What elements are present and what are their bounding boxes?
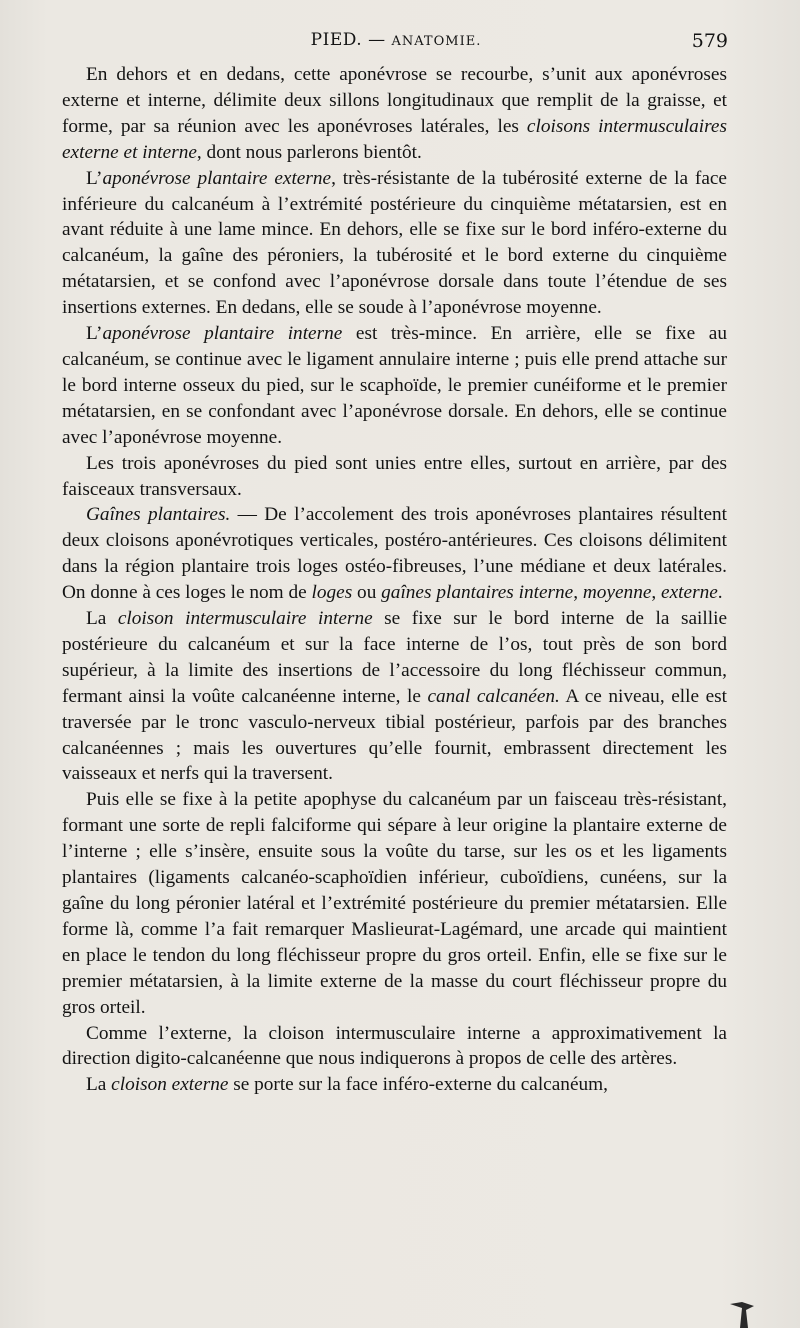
running-title — [62, 30, 730, 50]
italic-term: aponévrose plantaire interne — [102, 323, 343, 345]
paragraph — [62, 1072, 727, 1098]
text-run: L’ — [86, 167, 103, 189]
italic-term: cloison externe — [111, 1074, 229, 1096]
italic-term: loges — [311, 582, 353, 604]
text-run: — De l’accolement des trois aponévroses plantaires résultent deux cloisons aponévrotiques verticales, postéro-antérieures. Ces cloisons délimitent dans la région plantaire trois loges ostéo-fibreuses, l’une médiane et deux latérales. On donne à ces loges le nom de — [62, 504, 728, 604]
text-run: est très-mince. En arrière, elle se fixe au calcanéum, se continue avec le ligament annulaire interne ; puis elle prend attache sur le bord interne osseux du pied, sur le scaphoïde, le premier cunéiforme et le premier métatarsien, en se confondant avec l’aponévrose dorsale. En dehors, elle se continue avec l’aponévrose moyenne. — [62, 323, 727, 448]
italic-term: gaînes plantaires interne — [381, 582, 574, 604]
body-text — [62, 62, 727, 1098]
paragraph — [62, 62, 727, 166]
text-run: , très-résistante de la tubérosité externe de la face inférieure du calcanéum à l’extrémité postérieure du cinquième métatarsien, est en avant réduite à une lame mince. En dehors, elle se fixe sur le bord inféro-externe du calcanéum, la gaîne des péroniers, la tubérosité et le bord externe du cinquième métatarsien, et se confond avec l’aponévrose dorsale dans toute l’étendue de ses insertions externes. En dedans, elle se soude à l’aponévrose moyenne. — [62, 167, 727, 319]
running-header — [62, 30, 730, 58]
text-run: se fixe sur le bord interne de la saillie postérieure du calcanéum et sur la face interne de l’os, tout près de son bord supérieur, à la limite des insertions de l’accessoire du long fléchisseur commun, fermant ainsi la voûte calcanéenne interne, le — [62, 608, 727, 707]
paragraph — [62, 606, 727, 787]
text-run: Comme l’externe, la cloison intermusculaire interne a approximativement la direction digito-calcanéenne que nous indiquerons à propos de celle des artères. — [62, 1022, 727, 1070]
paragraph — [62, 451, 727, 503]
italic-term: Gaînes plantaires. — [86, 504, 231, 526]
text-run: Les trois aponévroses du pied sont unies entre elles, surtout en arrière, par des faisceaux transversaux. — [62, 452, 727, 500]
chapter-title: PIED. — [310, 30, 363, 50]
italic-term: canal calcanéen. — [427, 685, 560, 707]
scan-artifact-mark — [728, 1300, 758, 1328]
italic-term: moyenne — [582, 582, 652, 604]
text-run: A ce niveau, elle est traversée par le tronc vasculo-nerveux tibial postérieur, parfois par des branches calcanéennes ; mais les ouvertures qu’elle fournit, embrassent directement les vaisseaux et nerfs qui la traversent. — [62, 685, 727, 785]
text-run: , dont nous parlerons bientôt. — [196, 141, 422, 163]
text-run: L’ — [86, 323, 103, 345]
text-run: se porte sur la face inféro-externe du calcanéum, — [228, 1074, 608, 1096]
paragraph — [62, 1021, 727, 1073]
text-run: Puis elle se fixe à la petite apophyse du calcanéum par un faisceau très-résistant, formant une sorte de repli falciforme qui sépare à leur origine la plantaire externe de l’interne ; elle s’insère, ensuite sous la voûte du tarse, sur les os et les ligaments plantaires (ligaments calcanéo-scaphoïdien inférieur, cuboïdiens, cunéens, sur la gaîne du long péronier latéral et l’extrémité postérieure du premier métatarsien. Elle forme là, comme l’a fait remarquer Maslieurat-Lagémard, une arcade qui maintient en place le tendon du long fléchisseur propre du gros orteil. Enfin, elle se fixe sur le premier métatarsien, à la limite externe de la masse du court fléchisseur propre du gros orteil. — [62, 789, 727, 1018]
text-run: En dehors et en dedans, cette aponévrose se recourbe, s’unit aux aponévroses externe et interne, délimite deux sillons longitudinaux que remplit de la graisse, et forme, par sa réunion avec les aponévroses latérales, les — [62, 64, 727, 137]
italic-term: cloisons intermusculaires externe et interne — [62, 115, 727, 163]
italic-term: externe — [661, 582, 718, 604]
paragraph — [62, 502, 727, 606]
text-run: La — [86, 1074, 112, 1096]
italic-term: cloison intermusculaire interne — [117, 608, 373, 630]
paragraph — [62, 321, 727, 451]
text-run: , — [573, 582, 583, 604]
section-title: ANATOMIE. — [391, 34, 482, 49]
title-dash: — — [362, 30, 392, 50]
text-run: La — [86, 608, 118, 630]
paragraph — [62, 166, 727, 321]
page-number: 579 — [691, 30, 728, 52]
text-run: , — [651, 582, 662, 604]
italic-term: aponévrose plantaire externe — [102, 167, 332, 189]
paragraph — [62, 787, 727, 1020]
text-run: ou — [352, 582, 382, 604]
text-run: . — [717, 582, 723, 604]
